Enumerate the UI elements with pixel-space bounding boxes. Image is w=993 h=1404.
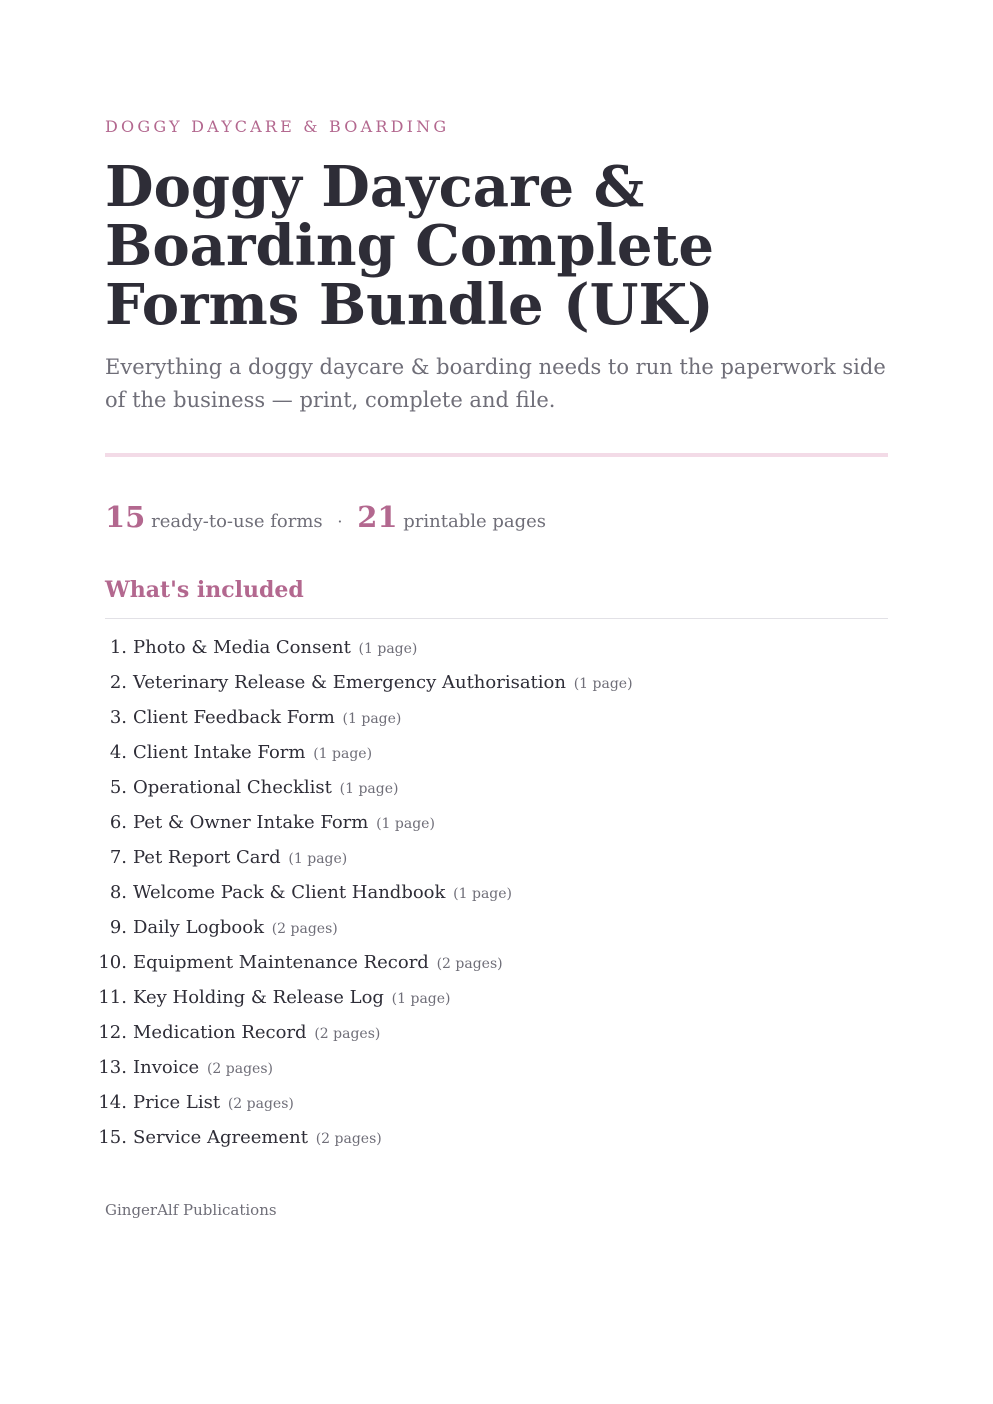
list-item: [98, 1050, 633, 1085]
list-item-name: Service Agreement: [133, 1127, 308, 1148]
list-item: [105, 805, 633, 840]
list-item-name: Client Feedback Form: [133, 707, 335, 728]
list-item-name: Veterinary Release & Emergency Authorisation: [133, 672, 566, 693]
list-item-index: 14.: [98, 1092, 127, 1113]
list-item: [105, 770, 633, 805]
list-item-page-count: (2 pages): [206, 1061, 273, 1077]
publisher-footer: GingerAlf Publications: [105, 1201, 277, 1219]
bundle-stats: [105, 499, 546, 540]
list-item-page-count: (2 pages): [436, 956, 503, 972]
list-item-page-count: (1 page): [453, 886, 513, 902]
list-item-index: 15.: [98, 1127, 127, 1148]
list-item-index: 6.: [109, 812, 127, 833]
forms-label: ready-to-use forms: [151, 511, 323, 532]
list-item-index: 3.: [109, 707, 127, 728]
list-item-page-count: (1 page): [391, 991, 451, 1007]
pages-label: printable pages: [403, 511, 547, 532]
list-item-name: Key Holding & Release Log: [133, 987, 384, 1008]
list-item-page-count: (1 page): [288, 851, 348, 867]
list-item-page-count: (2 pages): [315, 1131, 382, 1147]
page-subtitle: Everything a doggy daycare & boarding needs to run the paperwork side of the business — print, complete and file.: [105, 355, 886, 412]
list-item-name: Invoice: [133, 1057, 200, 1078]
section-divider: [105, 618, 888, 619]
list-item: [105, 700, 633, 735]
forms-count: 15: [105, 500, 146, 534]
list-item-index: 8.: [109, 882, 127, 903]
list-item-name: Daily Logbook: [133, 917, 264, 938]
page-title: Doggy Daycare & Boarding Complete Forms Bundle (UK): [105, 154, 714, 338]
list-item: [105, 875, 633, 910]
list-item: [98, 945, 633, 980]
list-item: [105, 840, 633, 875]
list-item-index: 1.: [109, 637, 127, 658]
list-item: [98, 1120, 633, 1155]
list-item-name: Photo & Media Consent: [133, 637, 351, 658]
list-item: [98, 1015, 633, 1050]
list-item-name: Price List: [133, 1092, 221, 1113]
list-item: [105, 735, 633, 770]
list-item-index: 5.: [109, 777, 127, 798]
list-item-index: 11.: [98, 987, 127, 1008]
list-item-name: Medication Record: [133, 1022, 307, 1043]
category-eyebrow: DOGGY DAYCARE & BOARDING: [105, 117, 450, 136]
list-item-name: Equipment Maintenance Record: [133, 952, 429, 973]
list-item-name: Welcome Pack & Client Handbook: [133, 882, 446, 903]
list-item-page-count: (1 page): [342, 711, 402, 727]
list-item-index: 12.: [98, 1022, 127, 1043]
list-item: [105, 910, 633, 945]
list-item-page-count: (1 page): [573, 676, 633, 692]
list-item-index: 4.: [109, 742, 127, 763]
included-heading: What's included: [105, 577, 304, 603]
list-item-page-count: (1 page): [339, 781, 399, 797]
list-item-page-count: (1 page): [376, 816, 435, 832]
list-item-page-count: (1 page): [313, 746, 373, 762]
list-item-index: 9.: [109, 917, 127, 938]
list-item-page-count: (2 pages): [271, 921, 338, 937]
list-item: [98, 1085, 633, 1120]
list-item-name: Client Intake Form: [133, 742, 306, 763]
list-item-index: 10.: [98, 952, 127, 973]
list-item: [105, 630, 633, 665]
list-item: [105, 665, 633, 700]
list-item-page-count: (2 pages): [314, 1026, 381, 1042]
list-item-name: Operational Checklist: [133, 777, 332, 798]
list-item-name: Pet Report Card: [133, 847, 281, 868]
list-item-index: 13.: [98, 1057, 127, 1078]
header-divider: [105, 453, 888, 457]
pages-count: 21: [357, 500, 398, 534]
list-item-page-count: (2 pages): [227, 1096, 294, 1112]
list-item-name: Pet & Owner Intake Form: [133, 812, 369, 833]
list-item-page-count: (1 page): [358, 641, 418, 657]
stats-separator: ·: [337, 512, 343, 531]
forms-list: [98, 630, 633, 1155]
list-item: [98, 980, 633, 1015]
list-item-index: 2.: [109, 672, 127, 693]
list-item-index: 7.: [109, 847, 127, 868]
